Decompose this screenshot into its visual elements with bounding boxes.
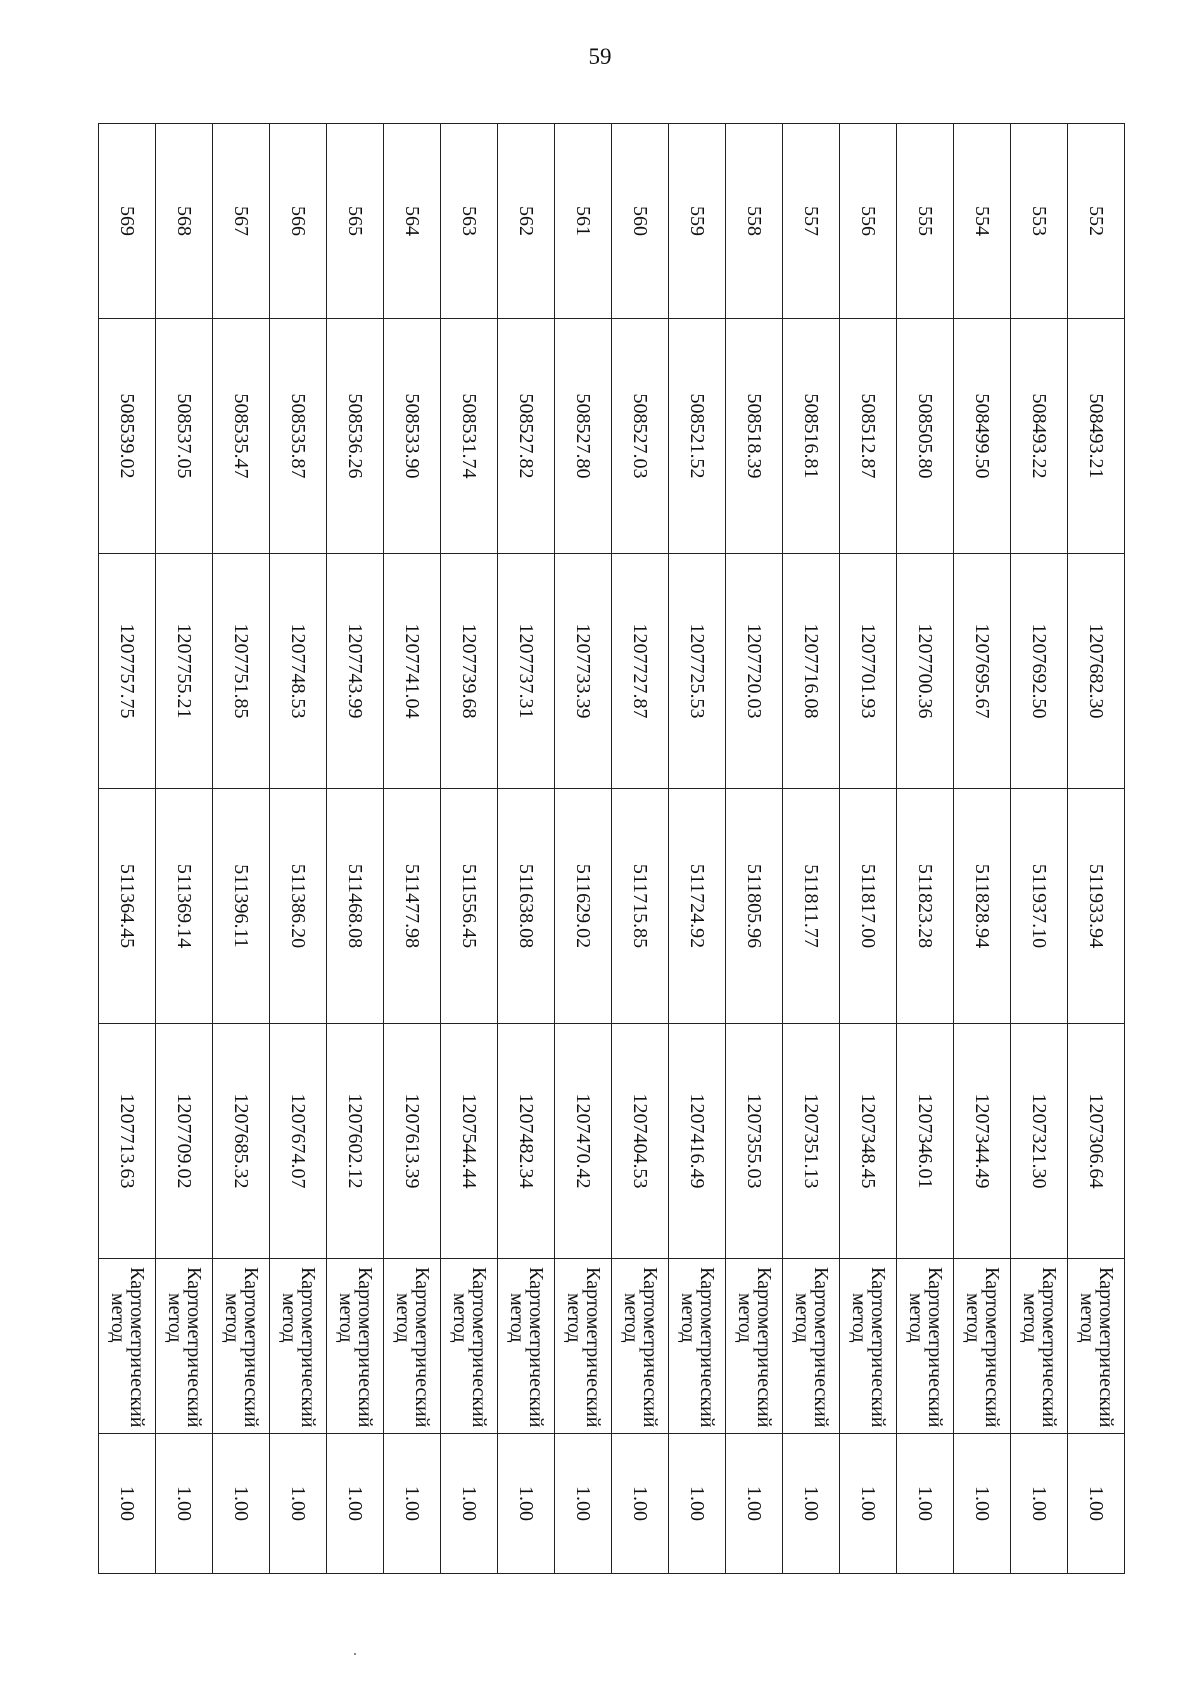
method-line-2: метод (392, 1293, 414, 1343)
method-line-1: Картометрический (810, 1267, 832, 1428)
y2-coordinate-cell: 1207713.63 (99, 1024, 156, 1259)
y1-coordinate-cell: 1207755.21 (156, 554, 213, 789)
method-line-2: метод (278, 1293, 300, 1343)
method-line-1: Картометрический (297, 1267, 319, 1428)
y1-coordinate-cell: 1207743.99 (327, 554, 384, 789)
y2-coordinate-cell: 1207685.32 (213, 1024, 270, 1259)
table-row (669, 124, 726, 1574)
precision-cell: 1.00 (669, 1434, 726, 1574)
point-number-cell: 552 (1068, 124, 1125, 319)
point-number-cell: 563 (441, 124, 498, 319)
x1-coordinate-cell: 508536.26 (327, 319, 384, 554)
method-cell (384, 1259, 441, 1434)
x2-coordinate-cell: 511468.08 (327, 789, 384, 1024)
method-line-2: метод (164, 1293, 186, 1343)
precision-cell: 1.00 (1068, 1434, 1125, 1574)
table-row (897, 124, 954, 1574)
x1-coordinate-cell: 508527.82 (498, 319, 555, 554)
y1-coordinate-cell: 1207716.08 (783, 554, 840, 789)
y2-coordinate-cell: 1207404.53 (612, 1024, 669, 1259)
y1-coordinate-cell: 1207757.75 (99, 554, 156, 789)
method-cell (498, 1259, 555, 1434)
precision-cell: 1.00 (384, 1434, 441, 1574)
x1-coordinate-cell: 508521.52 (669, 319, 726, 554)
method-cell (669, 1259, 726, 1434)
precision-cell: 1.00 (327, 1434, 384, 1574)
point-number-cell: 555 (897, 124, 954, 319)
x1-coordinate-cell: 508516.81 (783, 319, 840, 554)
table-row (1068, 124, 1125, 1574)
x1-coordinate-cell: 508533.90 (384, 319, 441, 554)
x1-coordinate-cell: 508499.50 (954, 319, 1011, 554)
y2-coordinate-cell: 1207482.34 (498, 1024, 555, 1259)
method-line-2: метод (221, 1293, 243, 1343)
method-cell (897, 1259, 954, 1434)
table-row (384, 124, 441, 1574)
table-row (1011, 124, 1068, 1574)
x1-coordinate-cell: 508518.39 (726, 319, 783, 554)
precision-cell: 1.00 (213, 1434, 270, 1574)
x2-coordinate-cell: 511477.98 (384, 789, 441, 1024)
y2-coordinate-cell: 1207344.49 (954, 1024, 1011, 1259)
method-line-2: метод (506, 1293, 528, 1343)
x2-coordinate-cell: 511811.77 (783, 789, 840, 1024)
method-cell (327, 1259, 384, 1434)
table-row (270, 124, 327, 1574)
precision-cell: 1.00 (726, 1434, 783, 1574)
table-row (726, 124, 783, 1574)
method-cell (156, 1259, 213, 1434)
y1-coordinate-cell: 1207727.87 (612, 554, 669, 789)
method-cell (783, 1259, 840, 1434)
table-row (99, 124, 156, 1574)
method-line-1: Картометрический (924, 1267, 946, 1428)
point-number-cell: 561 (555, 124, 612, 319)
precision-cell: 1.00 (897, 1434, 954, 1574)
method-cell (441, 1259, 498, 1434)
y2-coordinate-cell: 1207674.07 (270, 1024, 327, 1259)
precision-cell: 1.00 (99, 1434, 156, 1574)
table-row (555, 124, 612, 1574)
method-line-1: Картометрический (354, 1267, 376, 1428)
y1-coordinate-cell: 1207739.68 (441, 554, 498, 789)
precision-cell: 1.00 (612, 1434, 669, 1574)
point-number-cell: 557 (783, 124, 840, 319)
method-cell (270, 1259, 327, 1434)
y2-coordinate-cell: 1207348.45 (840, 1024, 897, 1259)
point-number-cell: 556 (840, 124, 897, 319)
y2-coordinate-cell: 1207346.01 (897, 1024, 954, 1259)
y2-coordinate-cell: 1207544.44 (441, 1024, 498, 1259)
x2-coordinate-cell: 511556.45 (441, 789, 498, 1024)
y1-coordinate-cell: 1207682.30 (1068, 554, 1125, 789)
x2-coordinate-cell: 511817.00 (840, 789, 897, 1024)
method-line-2: метод (734, 1293, 756, 1343)
y2-coordinate-cell: 1207470.42 (555, 1024, 612, 1259)
method-line-2: метод (791, 1293, 813, 1343)
point-number-cell: 569 (99, 124, 156, 319)
point-number-cell: 567 (213, 124, 270, 319)
point-number-cell: 562 (498, 124, 555, 319)
x2-coordinate-cell: 511369.14 (156, 789, 213, 1024)
y1-coordinate-cell: 1207701.93 (840, 554, 897, 789)
table-row (840, 124, 897, 1574)
x1-coordinate-cell: 508537.05 (156, 319, 213, 554)
method-cell (213, 1259, 270, 1434)
precision-cell: 1.00 (555, 1434, 612, 1574)
y1-coordinate-cell: 1207695.67 (954, 554, 1011, 789)
x2-coordinate-cell: 511364.45 (99, 789, 156, 1024)
point-number-cell: 565 (327, 124, 384, 319)
table-row (954, 124, 1011, 1574)
method-line-1: Картометрический (1095, 1267, 1117, 1428)
y2-coordinate-cell: 1207321.30 (1011, 1024, 1068, 1259)
precision-cell: 1.00 (1011, 1434, 1068, 1574)
y2-coordinate-cell: 1207416.49 (669, 1024, 726, 1259)
precision-cell: 1.00 (954, 1434, 1011, 1574)
y1-coordinate-cell: 1207741.04 (384, 554, 441, 789)
table-row (498, 124, 555, 1574)
precision-cell: 1.00 (498, 1434, 555, 1574)
method-line-2: метод (563, 1293, 585, 1343)
method-line-2: метод (905, 1293, 927, 1343)
x1-coordinate-cell: 508531.74 (441, 319, 498, 554)
method-cell (1011, 1259, 1068, 1434)
table-row (156, 124, 213, 1574)
y2-coordinate-cell: 1207306.64 (1068, 1024, 1125, 1259)
y2-coordinate-cell: 1207613.39 (384, 1024, 441, 1259)
method-line-1: Картометрический (411, 1267, 433, 1428)
x2-coordinate-cell: 511396.11 (213, 789, 270, 1024)
method-line-2: метод (335, 1293, 357, 1343)
method-cell (954, 1259, 1011, 1434)
y1-coordinate-cell: 1207700.36 (897, 554, 954, 789)
point-number-cell: 566 (270, 124, 327, 319)
point-number-cell: 558 (726, 124, 783, 319)
x1-coordinate-cell: 508512.87 (840, 319, 897, 554)
precision-cell: 1.00 (441, 1434, 498, 1574)
y1-coordinate-cell: 1207692.50 (1011, 554, 1068, 789)
y1-coordinate-cell: 1207720.03 (726, 554, 783, 789)
y2-coordinate-cell: 1207351.13 (783, 1024, 840, 1259)
method-line-1: Картометрический (696, 1267, 718, 1428)
point-number-cell: 559 (669, 124, 726, 319)
method-line-1: Картометрический (639, 1267, 661, 1428)
method-line-2: метод (962, 1293, 984, 1343)
x1-coordinate-cell: 508493.22 (1011, 319, 1068, 554)
y2-coordinate-cell: 1207602.12 (327, 1024, 384, 1259)
method-line-2: метод (677, 1293, 699, 1343)
precision-cell: 1.00 (156, 1434, 213, 1574)
x2-coordinate-cell: 511828.94 (954, 789, 1011, 1024)
y1-coordinate-cell: 1207748.53 (270, 554, 327, 789)
table-row (783, 124, 840, 1574)
point-number-cell: 560 (612, 124, 669, 319)
method-cell (1068, 1259, 1125, 1434)
x1-coordinate-cell: 508527.80 (555, 319, 612, 554)
y2-coordinate-cell: 1207709.02 (156, 1024, 213, 1259)
x2-coordinate-cell: 511805.96 (726, 789, 783, 1024)
method-line-2: метод (449, 1293, 471, 1343)
coordinates-table (98, 123, 1125, 1574)
method-cell (99, 1259, 156, 1434)
method-line-1: Картометрический (867, 1267, 889, 1428)
method-cell (726, 1259, 783, 1434)
method-line-1: Картометрический (753, 1267, 775, 1428)
x2-coordinate-cell: 511386.20 (270, 789, 327, 1024)
method-cell (612, 1259, 669, 1434)
precision-cell: 1.00 (270, 1434, 327, 1574)
method-line-1: Картометрический (468, 1267, 490, 1428)
precision-cell: 1.00 (783, 1434, 840, 1574)
method-line-1: Картометрический (126, 1267, 148, 1428)
y1-coordinate-cell: 1207737.31 (498, 554, 555, 789)
method-line-2: метод (620, 1293, 642, 1343)
table-row (441, 124, 498, 1574)
point-number-cell: 554 (954, 124, 1011, 319)
point-number-cell: 564 (384, 124, 441, 319)
x2-coordinate-cell: 511933.94 (1068, 789, 1125, 1024)
method-line-1: Картометрический (1038, 1267, 1060, 1428)
x1-coordinate-cell: 508493.21 (1068, 319, 1125, 554)
x1-coordinate-cell: 508505.80 (897, 319, 954, 554)
page-number: 59 (588, 44, 612, 69)
method-line-1: Картометрический (582, 1267, 604, 1428)
x1-coordinate-cell: 508535.87 (270, 319, 327, 554)
method-cell (840, 1259, 897, 1434)
x2-coordinate-cell: 511823.28 (897, 789, 954, 1024)
y2-coordinate-cell: 1207355.03 (726, 1024, 783, 1259)
method-line-1: Картометрический (240, 1267, 262, 1428)
x2-coordinate-cell: 511629.02 (555, 789, 612, 1024)
method-line-1: Картометрический (525, 1267, 547, 1428)
y1-coordinate-cell: 1207751.85 (213, 554, 270, 789)
method-line-2: метод (1076, 1293, 1098, 1343)
x1-coordinate-cell: 508535.47 (213, 319, 270, 554)
x1-coordinate-cell: 508539.02 (99, 319, 156, 554)
table-row (612, 124, 669, 1574)
scan-speck (354, 1653, 356, 1655)
y1-coordinate-cell: 1207733.39 (555, 554, 612, 789)
method-line-2: метод (1019, 1293, 1041, 1343)
rotated-table-container (100, 123, 1125, 1573)
method-line-1: Картометрический (981, 1267, 1003, 1428)
point-number-cell: 553 (1011, 124, 1068, 319)
method-cell (555, 1259, 612, 1434)
x2-coordinate-cell: 511715.85 (612, 789, 669, 1024)
coordinates-table-frame (100, 123, 1125, 1573)
table-row (213, 124, 270, 1574)
x2-coordinate-cell: 511638.08 (498, 789, 555, 1024)
y1-coordinate-cell: 1207725.53 (669, 554, 726, 789)
table-row (327, 124, 384, 1574)
x2-coordinate-cell: 511724.92 (669, 789, 726, 1024)
point-number-cell: 568 (156, 124, 213, 319)
x1-coordinate-cell: 508527.03 (612, 319, 669, 554)
x2-coordinate-cell: 511937.10 (1011, 789, 1068, 1024)
precision-cell: 1.00 (840, 1434, 897, 1574)
method-line-2: метод (107, 1293, 129, 1343)
method-line-2: метод (848, 1293, 870, 1343)
method-line-1: Картометрический (183, 1267, 205, 1428)
table-body (99, 124, 1125, 1574)
